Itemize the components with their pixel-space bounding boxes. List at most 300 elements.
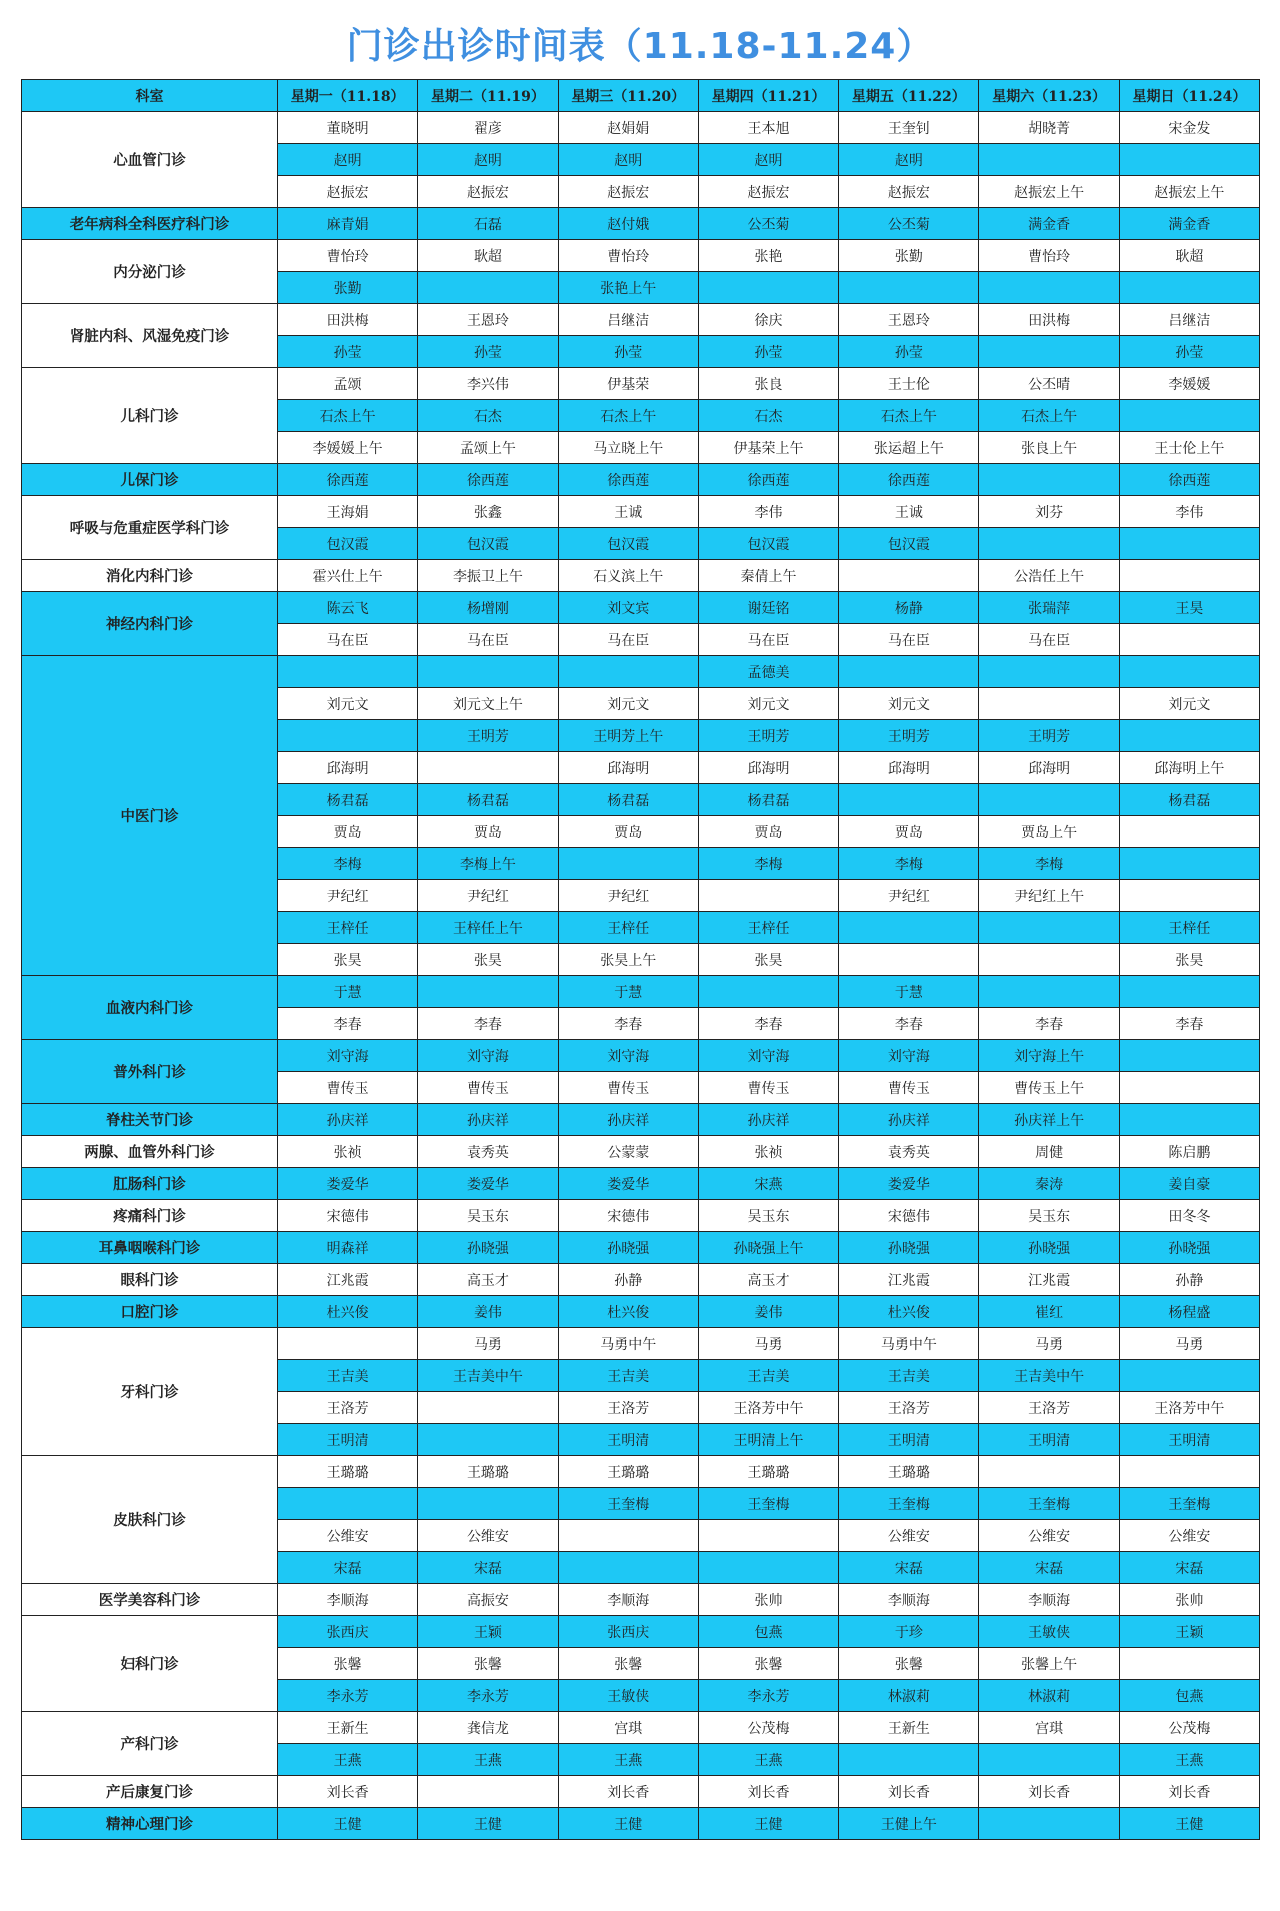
schedule-cell: 王敏侠 <box>979 1616 1119 1648</box>
schedule-cell: 张馨上午 <box>979 1648 1119 1680</box>
schedule-cell: 赵振宏上午 <box>979 176 1119 208</box>
schedule-cell: 曹怡玲 <box>278 240 418 272</box>
schedule-cell: 王梓任 <box>278 912 418 944</box>
schedule-cell: 邱海明 <box>278 752 418 784</box>
schedule-cell: 孙莹 <box>1119 336 1259 368</box>
schedule-cell: 宋磊 <box>278 1552 418 1584</box>
table-row <box>22 1616 1260 1648</box>
schedule-cell: 宋燕 <box>698 1168 838 1200</box>
schedule-cell: 姜伟 <box>698 1296 838 1328</box>
schedule-cell: 姜伟 <box>418 1296 558 1328</box>
schedule-cell: 江兆霞 <box>839 1264 979 1296</box>
schedule-cell: 石磊 <box>418 208 558 240</box>
schedule-cell: 王奎梅 <box>698 1488 838 1520</box>
schedule-cell: 王明清 <box>979 1424 1119 1456</box>
table-row <box>22 1232 1260 1264</box>
schedule-cell <box>418 976 558 1008</box>
header-sunday: 星期日（11.24） <box>1119 80 1259 112</box>
schedule-cell: 张馨 <box>418 1648 558 1680</box>
schedule-cell: 王奎梅 <box>839 1488 979 1520</box>
department-name: 呼吸与危重症医学科门诊 <box>22 496 278 560</box>
schedule-cell: 曹传玉 <box>839 1072 979 1104</box>
schedule-cell: 王明芳 <box>979 720 1119 752</box>
schedule-cell: 王诚 <box>839 496 979 528</box>
schedule-cell: 王洛芳 <box>979 1392 1119 1424</box>
schedule-cell <box>979 528 1119 560</box>
schedule-cell: 贾岛 <box>278 816 418 848</box>
schedule-cell: 王健 <box>558 1808 698 1840</box>
schedule-cell <box>1119 1456 1259 1488</box>
schedule-cell: 田冬冬 <box>1119 1200 1259 1232</box>
schedule-cell: 孙庆祥 <box>839 1104 979 1136</box>
schedule-cell: 刘芬 <box>979 496 1119 528</box>
department-name: 中医门诊 <box>22 656 278 976</box>
department-name: 两腺、血管外科门诊 <box>22 1136 278 1168</box>
schedule-cell: 满金香 <box>979 208 1119 240</box>
schedule-cell: 刘守海 <box>278 1040 418 1072</box>
schedule-cell: 袁秀英 <box>839 1136 979 1168</box>
schedule-cell: 宋德伟 <box>839 1200 979 1232</box>
schedule-cell: 王吉美 <box>278 1360 418 1392</box>
schedule-cell: 徐西莲 <box>278 464 418 496</box>
schedule-cell: 曹传玉 <box>698 1072 838 1104</box>
schedule-cell: 张艳上午 <box>558 272 698 304</box>
schedule-cell: 张帅 <box>698 1584 838 1616</box>
schedule-cell: 王明芳上午 <box>558 720 698 752</box>
table-row <box>22 1328 1260 1360</box>
schedule-cell: 公浩任上午 <box>979 560 1119 592</box>
schedule-cell: 石杰上午 <box>839 400 979 432</box>
schedule-cell: 贾岛 <box>418 816 558 848</box>
schedule-cell: 马勇 <box>979 1328 1119 1360</box>
schedule-cell: 张西庆 <box>558 1616 698 1648</box>
schedule-cell: 王璐璐 <box>698 1456 838 1488</box>
schedule-cell: 杜兴俊 <box>839 1296 979 1328</box>
schedule-cell: 张艳 <box>698 240 838 272</box>
schedule-cell: 孟德美 <box>698 656 838 688</box>
schedule-cell: 李春 <box>979 1008 1119 1040</box>
schedule-cell <box>979 464 1119 496</box>
schedule-cell: 公维安 <box>418 1520 558 1552</box>
schedule-cell: 孙晓强 <box>839 1232 979 1264</box>
schedule-cell: 娄爱华 <box>418 1168 558 1200</box>
schedule-cell: 马勇 <box>418 1328 558 1360</box>
schedule-cell: 孙静 <box>558 1264 698 1296</box>
schedule-cell: 秦涛 <box>979 1168 1119 1200</box>
schedule-cell: 杨君磊 <box>698 784 838 816</box>
schedule-cell: 王明清 <box>839 1424 979 1456</box>
schedule-cell: 王吉美 <box>698 1360 838 1392</box>
schedule-cell: 耿超 <box>418 240 558 272</box>
schedule-body <box>22 112 1260 1840</box>
schedule-cell: 宋金发 <box>1119 112 1259 144</box>
schedule-cell: 马在臣 <box>558 624 698 656</box>
department-name: 消化内科门诊 <box>22 560 278 592</box>
schedule-cell: 邱海明 <box>979 752 1119 784</box>
schedule-cell: 张帅 <box>1119 1584 1259 1616</box>
schedule-cell <box>979 144 1119 176</box>
schedule-cell: 王洛芳中午 <box>1119 1392 1259 1424</box>
schedule-cell: 秦倩上午 <box>698 560 838 592</box>
schedule-cell <box>418 272 558 304</box>
schedule-cell: 王璐璐 <box>558 1456 698 1488</box>
schedule-cell: 赵明 <box>698 144 838 176</box>
schedule-cell: 宋磊 <box>979 1552 1119 1584</box>
schedule-cell <box>839 912 979 944</box>
schedule-cell <box>1119 848 1259 880</box>
schedule-cell: 包燕 <box>698 1616 838 1648</box>
schedule-cell: 孙莹 <box>698 336 838 368</box>
table-row <box>22 1168 1260 1200</box>
schedule-cell: 包汉霞 <box>839 528 979 560</box>
schedule-cell <box>418 656 558 688</box>
schedule-cell: 王健 <box>418 1808 558 1840</box>
schedule-cell: 张昊 <box>698 944 838 976</box>
schedule-cell: 徐西莲 <box>418 464 558 496</box>
schedule-cell: 马在臣 <box>839 624 979 656</box>
schedule-cell: 刘守海 <box>839 1040 979 1072</box>
schedule-cell: 杨程盛 <box>1119 1296 1259 1328</box>
schedule-cell: 曹怡玲 <box>979 240 1119 272</box>
department-name: 口腔门诊 <box>22 1296 278 1328</box>
schedule-cell: 公维安 <box>979 1520 1119 1552</box>
schedule-cell: 李春 <box>839 1008 979 1040</box>
schedule-cell: 贾岛 <box>558 816 698 848</box>
schedule-cell: 董晓明 <box>278 112 418 144</box>
schedule-cell: 宋磊 <box>1119 1552 1259 1584</box>
schedule-cell: 公丕菊 <box>698 208 838 240</box>
schedule-cell <box>1119 1648 1259 1680</box>
schedule-cell: 马在臣 <box>698 624 838 656</box>
schedule-cell: 赵明 <box>558 144 698 176</box>
schedule-cell: 王士伦 <box>839 368 979 400</box>
schedule-cell: 刘长香 <box>1119 1776 1259 1808</box>
schedule-cell: 王奎钊 <box>839 112 979 144</box>
department-name: 肾脏内科、风湿免疫门诊 <box>22 304 278 368</box>
schedule-cell <box>839 784 979 816</box>
department-name: 眼科门诊 <box>22 1264 278 1296</box>
schedule-cell <box>418 752 558 784</box>
table-row <box>22 208 1260 240</box>
schedule-cell: 李梅 <box>979 848 1119 880</box>
department-name: 儿科门诊 <box>22 368 278 464</box>
schedule-cell: 曹传玉上午 <box>979 1072 1119 1104</box>
schedule-cell: 曹传玉 <box>278 1072 418 1104</box>
header-row <box>22 80 1260 112</box>
schedule-cell <box>839 560 979 592</box>
schedule-cell: 江兆霞 <box>278 1264 418 1296</box>
schedule-cell: 李春 <box>558 1008 698 1040</box>
header-monday: 星期一（11.18） <box>278 80 418 112</box>
schedule-cell: 杜兴俊 <box>558 1296 698 1328</box>
schedule-cell: 满金香 <box>1119 208 1259 240</box>
schedule-cell: 王恩玲 <box>839 304 979 336</box>
schedule-cell <box>1119 880 1259 912</box>
schedule-cell: 刘长香 <box>839 1776 979 1808</box>
schedule-cell: 林淑莉 <box>839 1680 979 1712</box>
table-row <box>22 592 1260 624</box>
table-row <box>22 656 1260 688</box>
schedule-cell: 江兆霞 <box>979 1264 1119 1296</box>
schedule-cell: 孙庆祥上午 <box>979 1104 1119 1136</box>
schedule-cell: 霍兴仕上午 <box>278 560 418 592</box>
table-row <box>22 112 1260 144</box>
schedule-cell: 李梅上午 <box>418 848 558 880</box>
schedule-cell: 李伟 <box>1119 496 1259 528</box>
schedule-cell: 李永芳 <box>698 1680 838 1712</box>
schedule-cell: 公丕晴 <box>979 368 1119 400</box>
schedule-cell <box>698 272 838 304</box>
schedule-cell: 孙莹 <box>558 336 698 368</box>
schedule-cell: 赵明 <box>278 144 418 176</box>
schedule-cell: 赵振宏 <box>418 176 558 208</box>
schedule-cell: 娄爱华 <box>558 1168 698 1200</box>
schedule-cell: 李振卫上午 <box>418 560 558 592</box>
schedule-cell: 贾岛 <box>839 816 979 848</box>
schedule-cell <box>979 1456 1119 1488</box>
schedule-cell <box>979 912 1119 944</box>
schedule-cell: 马勇中午 <box>558 1328 698 1360</box>
schedule-cell <box>418 1424 558 1456</box>
schedule-cell: 孙晓强 <box>1119 1232 1259 1264</box>
schedule-cell: 耿超 <box>1119 240 1259 272</box>
schedule-cell: 孙庆祥 <box>418 1104 558 1136</box>
schedule-cell: 王燕 <box>278 1744 418 1776</box>
schedule-cell: 姜自豪 <box>1119 1168 1259 1200</box>
department-name: 脊柱关节门诊 <box>22 1104 278 1136</box>
schedule-cell: 刘守海 <box>698 1040 838 1072</box>
schedule-cell: 杨静 <box>839 592 979 624</box>
schedule-cell <box>839 944 979 976</box>
schedule-cell: 公维安 <box>839 1520 979 1552</box>
schedule-cell: 王诚 <box>558 496 698 528</box>
schedule-cell: 包燕 <box>1119 1680 1259 1712</box>
schedule-cell: 徐西莲 <box>839 464 979 496</box>
schedule-cell: 曹怡玲 <box>558 240 698 272</box>
schedule-cell: 张昊 <box>278 944 418 976</box>
table-row <box>22 976 1260 1008</box>
schedule-cell: 吴玉东 <box>698 1200 838 1232</box>
schedule-cell: 杨君磊 <box>1119 784 1259 816</box>
schedule-cell: 李春 <box>1119 1008 1259 1040</box>
schedule-cell: 尹纪红上午 <box>979 880 1119 912</box>
schedule-cell <box>1119 400 1259 432</box>
schedule-cell: 杜兴俊 <box>278 1296 418 1328</box>
schedule-cell: 孙晓强 <box>979 1232 1119 1264</box>
schedule-cell: 王明清 <box>278 1424 418 1456</box>
schedule-cell: 李永芳 <box>278 1680 418 1712</box>
schedule-cell: 宋磊 <box>839 1552 979 1584</box>
schedule-cell: 李兴伟 <box>418 368 558 400</box>
schedule-cell: 王颖 <box>418 1616 558 1648</box>
schedule-cell <box>278 1488 418 1520</box>
schedule-cell: 徐庆 <box>698 304 838 336</box>
schedule-cell: 翟彦 <box>418 112 558 144</box>
schedule-cell: 于珍 <box>839 1616 979 1648</box>
schedule-cell: 李顺海 <box>839 1584 979 1616</box>
schedule-cell: 尹纪红 <box>278 880 418 912</box>
schedule-cell: 孟颂 <box>278 368 418 400</box>
schedule-cell: 刘守海 <box>558 1040 698 1072</box>
schedule-cell <box>839 656 979 688</box>
department-name: 血液内科门诊 <box>22 976 278 1040</box>
schedule-cell: 曹传玉 <box>558 1072 698 1104</box>
schedule-cell: 高玉才 <box>418 1264 558 1296</box>
department-name: 心血管门诊 <box>22 112 278 208</box>
schedule-cell: 赵娟娟 <box>558 112 698 144</box>
schedule-cell: 于慧 <box>839 976 979 1008</box>
schedule-cell: 伊基荣 <box>558 368 698 400</box>
schedule-cell: 张昊 <box>418 944 558 976</box>
schedule-cell: 马勇 <box>698 1328 838 1360</box>
table-row <box>22 1776 1260 1808</box>
schedule-cell: 包汉霞 <box>558 528 698 560</box>
schedule-cell <box>698 1520 838 1552</box>
schedule-cell <box>1119 560 1259 592</box>
schedule-cell: 张馨 <box>839 1648 979 1680</box>
schedule-cell <box>1119 1040 1259 1072</box>
schedule-cell: 赵振宏 <box>839 176 979 208</box>
schedule-cell: 贾岛 <box>698 816 838 848</box>
schedule-cell: 曹传玉 <box>418 1072 558 1104</box>
department-name: 妇科门诊 <box>22 1616 278 1712</box>
schedule-cell <box>418 1776 558 1808</box>
schedule-cell: 高玉才 <box>698 1264 838 1296</box>
schedule-cell <box>1119 1072 1259 1104</box>
schedule-cell: 张良上午 <box>979 432 1119 464</box>
schedule-cell: 李伟 <box>698 496 838 528</box>
header-friday: 星期五（11.22） <box>839 80 979 112</box>
department-name: 皮肤科门诊 <box>22 1456 278 1584</box>
schedule-cell: 明森祥 <box>278 1232 418 1264</box>
schedule-cell: 石义滨上午 <box>558 560 698 592</box>
schedule-cell <box>1119 816 1259 848</box>
schedule-cell: 王梓任 <box>1119 912 1259 944</box>
table-row <box>22 560 1260 592</box>
table-row <box>22 496 1260 528</box>
schedule-cell: 刘元文 <box>558 688 698 720</box>
schedule-cell: 王燕 <box>698 1744 838 1776</box>
schedule-cell: 刘元文 <box>278 688 418 720</box>
table-row <box>22 304 1260 336</box>
schedule-cell: 张勤 <box>839 240 979 272</box>
schedule-cell: 王吉美 <box>839 1360 979 1392</box>
schedule-cell: 伊基荣上午 <box>698 432 838 464</box>
schedule-cell: 孙庆祥 <box>558 1104 698 1136</box>
schedule-cell: 杨增刚 <box>418 592 558 624</box>
schedule-cell <box>278 720 418 752</box>
schedule-cell: 王明芳 <box>698 720 838 752</box>
schedule-cell: 袁秀英 <box>418 1136 558 1168</box>
schedule-cell: 李媛媛上午 <box>278 432 418 464</box>
table-row <box>22 464 1260 496</box>
schedule-cell: 孙晓强 <box>558 1232 698 1264</box>
schedule-cell: 娄爱华 <box>278 1168 418 1200</box>
schedule-cell: 马在臣 <box>278 624 418 656</box>
schedule-cell: 杨君磊 <box>418 784 558 816</box>
schedule-cell: 王梓任 <box>558 912 698 944</box>
schedule-cell: 王明芳 <box>418 720 558 752</box>
schedule-cell: 尹纪红 <box>558 880 698 912</box>
schedule-cell: 张鑫 <box>418 496 558 528</box>
header-saturday: 星期六（11.23） <box>979 80 1119 112</box>
page-title: 门诊出诊时间表（11.18-11.24） <box>346 26 934 67</box>
schedule-cell: 王明清 <box>1119 1424 1259 1456</box>
schedule-cell: 公维安 <box>278 1520 418 1552</box>
schedule-cell: 张勤 <box>278 272 418 304</box>
department-name: 普外科门诊 <box>22 1040 278 1104</box>
schedule-cell: 邱海明 <box>698 752 838 784</box>
schedule-cell: 贾岛上午 <box>979 816 1119 848</box>
schedule-cell <box>558 1552 698 1584</box>
table-row <box>22 240 1260 272</box>
schedule-cell <box>839 1744 979 1776</box>
header-tuesday: 星期二（11.19） <box>418 80 558 112</box>
schedule-cell <box>558 1520 698 1552</box>
schedule-cell: 宫琪 <box>558 1712 698 1744</box>
schedule-cell <box>698 880 838 912</box>
schedule-cell: 王吉美中午 <box>979 1360 1119 1392</box>
schedule-cell <box>979 336 1119 368</box>
schedule-cell: 王奎梅 <box>1119 1488 1259 1520</box>
schedule-cell: 王燕 <box>418 1744 558 1776</box>
department-name: 产后康复门诊 <box>22 1776 278 1808</box>
department-name: 耳鼻咽喉科门诊 <box>22 1232 278 1264</box>
table-row <box>22 368 1260 400</box>
schedule-cell: 杨君磊 <box>278 784 418 816</box>
schedule-cell <box>979 1744 1119 1776</box>
schedule-cell: 吕继洁 <box>1119 304 1259 336</box>
department-name: 牙科门诊 <box>22 1328 278 1456</box>
schedule-cell: 李媛媛 <box>1119 368 1259 400</box>
schedule-cell: 高振安 <box>418 1584 558 1616</box>
schedule-cell: 孙莹 <box>418 336 558 368</box>
schedule-cell: 娄爱华 <box>839 1168 979 1200</box>
schedule-cell: 刘元文 <box>698 688 838 720</box>
schedule-cell: 刘元文 <box>839 688 979 720</box>
schedule-cell: 孙莹 <box>839 336 979 368</box>
schedule-cell: 麻青娟 <box>278 208 418 240</box>
schedule-cell: 王颖 <box>1119 1616 1259 1648</box>
schedule-cell <box>1119 1360 1259 1392</box>
schedule-cell <box>1119 720 1259 752</box>
schedule-cell: 王新生 <box>278 1712 418 1744</box>
schedule-cell: 田洪梅 <box>979 304 1119 336</box>
schedule-cell: 吕继洁 <box>558 304 698 336</box>
department-name: 肛肠科门诊 <box>22 1168 278 1200</box>
schedule-cell: 尹纪红 <box>418 880 558 912</box>
schedule-cell <box>1119 144 1259 176</box>
header-department: 科室 <box>22 80 278 112</box>
schedule-cell: 李顺海 <box>278 1584 418 1616</box>
schedule-cell: 王敏侠 <box>558 1680 698 1712</box>
schedule-cell: 公丕菊 <box>839 208 979 240</box>
schedule-cell <box>1119 272 1259 304</box>
schedule-cell: 崔红 <box>979 1296 1119 1328</box>
schedule-cell: 王吉美 <box>558 1360 698 1392</box>
schedule-cell: 于慧 <box>558 976 698 1008</box>
schedule-cell: 张西庆 <box>278 1616 418 1648</box>
schedule-cell <box>418 1488 558 1520</box>
schedule-cell: 宫琪 <box>979 1712 1119 1744</box>
schedule-cell: 刘长香 <box>558 1776 698 1808</box>
schedule-cell: 龚信龙 <box>418 1712 558 1744</box>
schedule-cell: 石杰上午 <box>979 400 1119 432</box>
schedule-cell <box>979 944 1119 976</box>
schedule-cell: 马立晓上午 <box>558 432 698 464</box>
table-row <box>22 1104 1260 1136</box>
schedule-cell: 王吉美中午 <box>418 1360 558 1392</box>
